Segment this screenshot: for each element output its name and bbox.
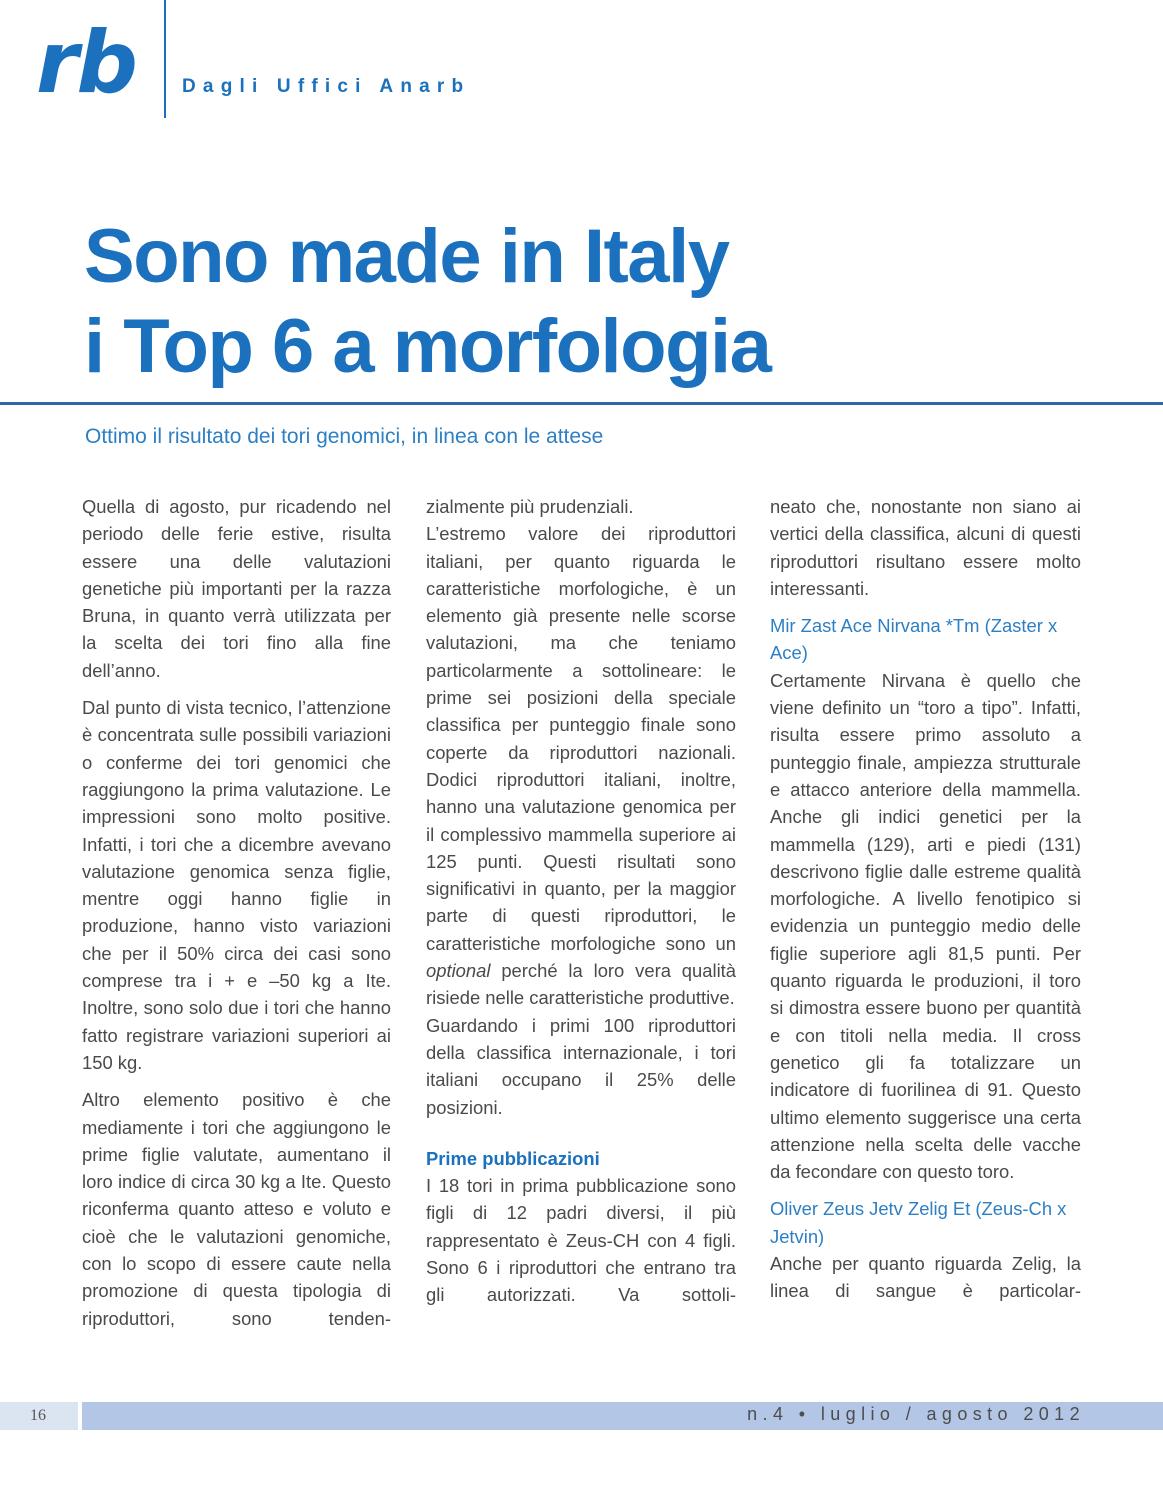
bull-heading: Oliver Zeus Jetv Zelig Et (Zeus-Ch x Jetvin): [770, 1198, 1067, 1247]
paragraph: I 18 tori in prima pubblicazione sono figli di 12 padri diversi, il più rappresentato è Zeus-CH con 4 figli. Sono 6 i riproduttori che entrano tra gli autorizzati. Va sottoli-: [426, 1175, 736, 1306]
magazine-logo: rb: [36, 13, 136, 113]
column-2: [426, 493, 736, 1309]
paragraph: [426, 520, 736, 1011]
paragraph: Guardando i primi 100 riproduttori della classifica internazionale, i tori italiani occupano il 25% delle posizioni.: [426, 1014, 736, 1118]
page-number-box: [0, 1402, 78, 1430]
column-3: [770, 493, 1081, 1305]
page-number: 16: [30, 1407, 46, 1424]
section-label: Dagli Uffici Anarb: [182, 76, 471, 97]
paragraph: Altro elemento positivo è che mediamente i tori che aggiungono le prime figlie valutate, aumentano il loro indice di circa 30 kg a Ite. Questo riconferma quanto atteso e voluto e cioè che le valutazioni genomiche, con lo scopo di essere caute nella promozione di questa tipologia di riproduttori, sono tenden-: [82, 1089, 391, 1329]
issue-info: n.4 • luglio / agosto 2012: [747, 1404, 1085, 1424]
header-divider: [164, 0, 166, 118]
paragraph-text: perché la loro vera qualità risiede nelle caratteristiche produttive.: [426, 960, 736, 1009]
paragraph: Certamente Nirvana è quello che viene definito un “toro a tipo”. Infatti, risulta essere primo assoluto a punteggio finale, ampiezza strutturale e attacco anteriore della mammella. Anche gli indici genetici per la mammella (129), arti e piedi (131) descrivono figlie dalle estreme qualità morfologiche. A livello fenotipico si evidenzia un punteggio medio delle figlie superiore agli 81,5 punti. Per quanto riguarda le produzioni, il toro si dimostra essere buono per quantità e con titoli nella media. Il cross genetico gli fa totalizzare un indicatore di fuorilinea di 91. Questo ultimo elemento suggerisce una certa attenzione nella scelta delle vacche da fecondare con questo toro.: [770, 669, 1081, 1183]
article-title: [84, 212, 770, 392]
title-rule: [0, 402, 1163, 405]
article-subtitle: Ottimo il risultato dei tori genomici, in linea con le attese: [85, 425, 604, 448]
bull-heading: Mir Zast Ace Nirvana *Tm (Zaster x Ace): [770, 615, 1058, 664]
column-1: [82, 493, 391, 1332]
paragraph: Dal punto di vista tecnico, l’attenzione è concentrata sulle possibili variazioni o conferme dei tori genomici che raggiungono la prima valutazione. Le impressioni sono molto positive. Infatti, i tori che a dicembre avevano valutazione genomica senza figlie, mentre oggi hanno figlie in produzione, hanno visto variazioni che per il 50% circa dei casi sono comprese tra i + e –50 kg a Ite. Inoltre, sono solo due i tori che hanno fatto registrare variazioni superiori ai 150 kg.: [82, 697, 391, 1073]
paragraph: Anche per quanto riguarda Zelig, la linea di sangue è particolar-: [770, 1253, 1081, 1302]
article-title-line-2: i Top 6 a morfologia: [84, 304, 771, 389]
italic-term: optional: [426, 960, 491, 982]
paragraph: zialmente più prudenziali.: [426, 496, 634, 517]
paragraph: neato che, nonostante non siano ai vertici della classifica, alcuni di questi riproduttori risultano essere molto interessanti.: [770, 496, 1081, 599]
article-title-line-1: Sono made in Italy: [84, 214, 729, 299]
footer-bar: [82, 1402, 1163, 1430]
paragraph-text: L’estremo valore dei riproduttori italiani, per quanto riguarda le caratteristiche morfologiche, è un elemento già presente nelle scorse valutazioni, ma che teniamo particolarmente a sottolineare: le prime sei posizioni della speciale classifica per punteggio finale sono coperte da riproduttori nazionali. Dodici riproduttori italiani, inoltre, hanno una valutazione genomica per il complessivo mammella superiore ai 125 punti. Questi risultati sono significativi in quanto, per la maggior parte di questi riproduttori, le caratteristiche morfologiche sono un: [426, 523, 736, 954]
section-heading: Prime pubblicazioni: [426, 1147, 600, 1169]
paragraph: Quella di agosto, pur ricadendo nel periodo delle ferie estive, risulta essere una delle valutazioni genetiche più importanti per la razza Bruna, in quanto verrà utilizzata per la scelta dei tori fino alla fine dell’anno.: [82, 496, 391, 681]
